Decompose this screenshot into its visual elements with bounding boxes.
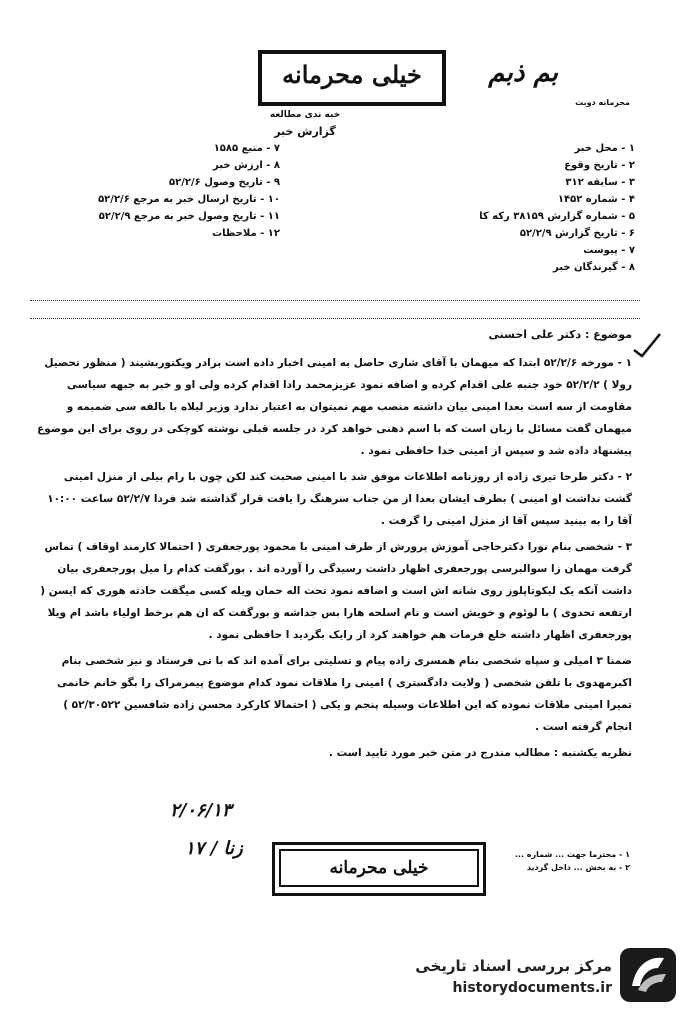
meta-right-line: ۲ - تاریخ وقوع: [564, 160, 635, 171]
meta-left-line: ۱۰ - تاریخ ارسال خبر به مرجع ۵۲/۲/۶: [98, 194, 280, 205]
watermark-title: مرکز بررسی اسناد تاریخی: [415, 957, 612, 975]
report-line: گزارش خبر: [274, 125, 336, 138]
watermark-url: historydocuments.ir: [452, 980, 612, 996]
paragraph: ۲ - دکتر طرحا تیری زاده از روزنامه اطلاعات موفق شد با امینی صحبت کند لکن چون با رام بیلی از منزل امینی گشت نداشت او امینی ) بطرف ایشان بعدا از من جناب سرهنگ را یافت قرار گذاشته شد فردا ۵۲/۲/۷ ساعت ۱۰:۰۰ آقا را به بینید سپس آقا از منزل امینی را گرفت .: [47, 471, 632, 527]
meta-left-line: ۹ - تاریخ وصول ۵۲/۲/۶: [169, 177, 280, 188]
footer-line: ۲ - به بخش ... داخل گردید: [526, 863, 630, 872]
paragraph: ۳ - شخصی بنام نورا دکترحاجی آموزش پرورش از طرف امینی با محمود پورجعفری ( احتمالا کارمند اوقاف ) تماس گرفت مهمان زا سوالبرسی پورجعفری اظهار داشت رسیدگی را آورده اند . بورگفت کدام را میل پورجعفری بیان داشت آنکه یک لیکوتاپلوز روی شانه اش است و اضافه نمود تحت اله حمان ویله کسی میگفت حادثه هوری که ایسن ( ارتفعه تحدوی ) با لوئوم و خویش است و نام اسلحه هارا بس جداشه و بورگفت که ان هم برخط اولیاء باشد ام ویلا پورجعفری اظهار داشته خلع فرمات هم خواهند کرد از رایک بگردید ا حافظی نمود .: [40, 541, 632, 641]
footer-line: ۱ - محترما جهت ... شماره ...: [514, 850, 630, 859]
meta-right-line: ۶ - تاریخ گزارش ۵۲/۲/۹: [519, 228, 635, 239]
handwritten-signature: ۲/۰۶/۱۳: [170, 800, 232, 821]
meta-right-column: [420, 140, 635, 276]
paragraph: نظریه یکشنبه : مطالب مندرج در متن خبر مورد تایید است .: [328, 747, 632, 759]
meta-right-line: ۳ - سابقه ۳۱۲: [565, 177, 635, 188]
divider: [30, 318, 640, 319]
handwritten-signature: ۱۷ / زنا: [185, 838, 243, 859]
archive-logo-icon: [618, 946, 678, 1004]
meta-right-line: ۷ - پیوست: [583, 245, 635, 256]
divider: [30, 300, 640, 301]
meta-left-column: [30, 140, 280, 242]
meta-left-line: ۷ - منبع ۱۵۸۵: [213, 143, 280, 154]
meta-right-line: ۵ - شماره گزارش ۳۸۱۵۹ رکه کا: [479, 211, 635, 222]
bottom-stamp-inner: خیلی محرمانه: [279, 849, 479, 887]
classification-stamp: خیلی محرمانه: [258, 50, 446, 106]
meta-left-line: ۸ - ارزش خبر: [213, 160, 280, 171]
org-line: خبه ندی مطالعه: [269, 110, 341, 120]
report-body: [36, 352, 632, 768]
paragraph: ۱ - مورخه ۵۲/۲/۶ ابتدا که میهمان با آقای شاری حاصل به امینی اخبار داده است برادر ویکتوربشیند ( منظور تحصیل رولا ) ۵۲/۲/۲ خود جنبه علی اقدام کرده و اضافه نمود عزیزمحمد رادا اقدام کرده ولی او و خبر به جبهه سیاسی مقاومت از سه است بعدا امینی بیان داشته منصب مهم نمیتوان به اعتبار ندارد وزیر لیلاه با بالفه سی ضمیمه و میهمان گفت مسائل با زبان است که با اسم ذهنی خواهد کرد در جلسه قبلی نوشته کوچکی در روی برای این موضوع پیشنهاد داده شد و سپس از امینی خدا حافظی نمود .: [37, 357, 632, 457]
meta-left-line: ۱۲ - ملاحظات: [212, 228, 280, 239]
meta-right-line: ۴ - شماره ۱۴۵۲: [557, 194, 635, 205]
right-top-label: محرمانه دوبت: [575, 98, 630, 107]
handwritten-note: بم ذبم: [488, 58, 558, 88]
bottom-stamp: [272, 842, 486, 896]
paragraph: ضمنا ۳ امیلی و سپاه شخصی بنام همسری زاده پیام و تسلیتی برای آمده اند که با تی فرستاد و نیز شخصی بنام اکبرمهدوی با تلفن شخصی ( ولایت دادگستری ) امینی را ملاقات نمود کدام موضوع پیمرمراک را بگو خانم خانمی تمیرا امینی ملاقات نموده که این اطلاعات وسیله پنجم و یکی ( احتمالا کارکرد محسن زاده شافسین ۵۲/۳۰۵۲۲ ) انجام گرفته است .: [56, 655, 632, 733]
meta-left-line: ۱۱ - تاریخ وصول خبر به مرجع ۵۲/۲/۹: [98, 211, 280, 222]
check-mark-icon: [632, 330, 662, 360]
meta-right-line: ۱ - محل خبر: [574, 143, 635, 154]
meta-right-line: ۸ - گیرندگان خبر: [553, 262, 635, 273]
subject-line: موضوع : دکتر علی احسنی: [488, 328, 632, 341]
footer-lines: [490, 848, 630, 874]
